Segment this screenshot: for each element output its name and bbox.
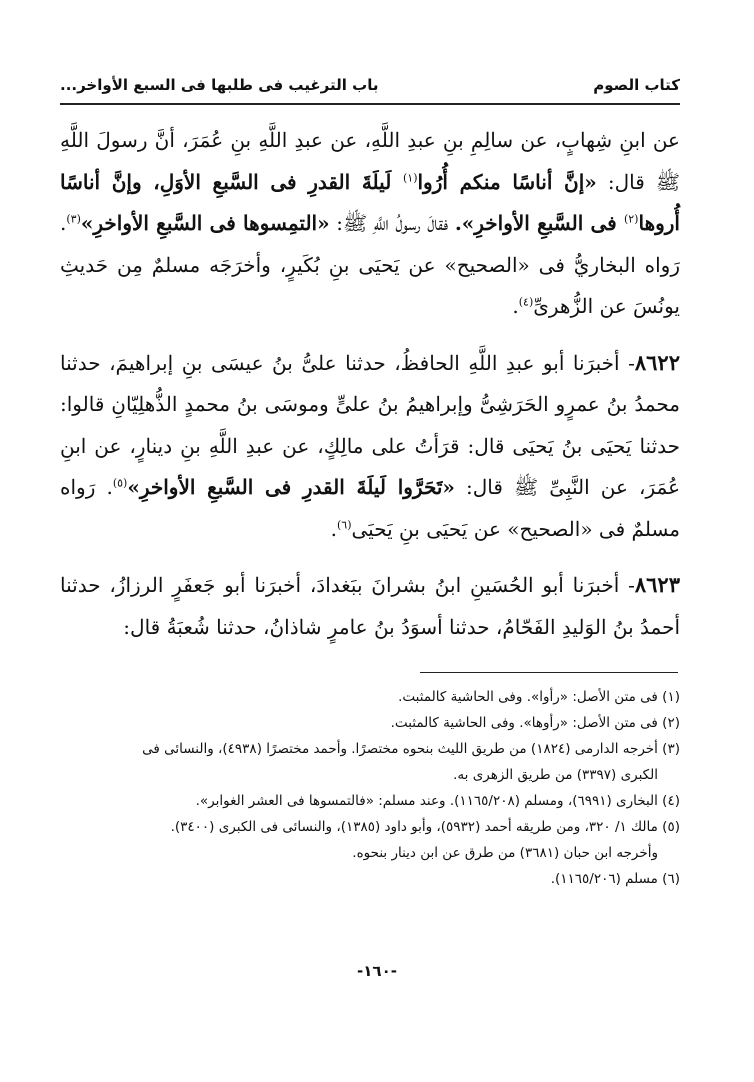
footnote-ref-2: (٢) [623,212,639,226]
hadith-number-8622: ٨٦٢٢ [634,349,680,375]
para2-text-b: . رَواه مسلمٌ فى «الصحيح» عن يَحيَى بنِ يَحيَى [60,475,680,541]
footnote-6: (٦) مسلم (١١٦٥/٢٠٦). [550,871,680,887]
footnote-4: (٤) البخارى (٦٩٩١)، ومسلم (١١٦٥/٢٠٨). وعند مسلم: «فالتمسوها فى العشر الغوابر». [195,793,680,809]
book-title: كتاب الصوم [593,76,680,94]
chapter-title: باب الترغيب فى طلبها فى السبع الأواخر... [60,76,379,94]
footnote-ref-6: (٦) [336,517,352,531]
page-number: -١٦٠- [357,962,397,980]
main-text [60,120,680,662]
para1-text-b: فقالَ رسولُ اللَّهِ ﷺ: [329,211,455,235]
footnote-3-continuation: الكبرى (٣٣٩٧) من طريق الزهرى به. [453,767,658,783]
para1-quote-a: «إنَّ أناسًا منكم أُرُوا [417,169,597,194]
para2-text-c: . [330,516,337,541]
paragraph-1 [60,120,680,328]
footnote-3: (٣) أخرجه الدارمى (١٨٢٤) من طريق الليث بنحوه مختصرًا. وأحمد مختصرًا (٤٩٣٨)، والنسائى فى [142,741,680,757]
footnote-1: (١) فى متن الأصل: «رأوا». وفى الحاشية كالمثبت. [398,689,680,705]
footnote-2: (٢) فى متن الأصل: «رأوها». وفى الحاشية كالمثبت. [390,715,680,731]
para1-text-d: . [512,294,519,318]
footnote-ref-5: (٥) [112,476,128,490]
para1-text-c: . رَواه البخاريُّ فى «الصحيح» عن يَحيَى بنِ بُكَيرٍ، وأخرَجَه مسلمٌ مِن حَديثِ يونُسَ عن الزُّهرىِّ [60,211,680,318]
para1-text-a: عن ابنِ شِهابٍ، عن سالِمِ بنِ عبدِ اللَّهِ، عن عبدِ اللَّهِ بنِ عُمَرَ، أنَّ رسولَ اللَّهِ ﷺ قال: [60,128,680,194]
running-header [60,72,680,102]
footnotes [60,684,680,892]
header-rule [60,103,680,105]
para2-text-a: - أخبرَنا أبو عبدِ اللَّهِ الحافظُ، حدثنا علىُّ بنُ عيسَى بنِ إبراهيمَ، حدثنا محمدُ بنُ عمرٍو الحَرَشِىُّ وإبراهيمُ بنُ علىٍّ وموسَى بنُ محمدٍ الذُّهلِيّانِ قالوا: حدثنا يَحيَى بنُ يَحيَى قال: قرَأتُ على مالِكٍ، عن عبدِ اللَّهِ بنِ دينارٍ، عن ابنِ عُمَرَ، عن النَّبِىِّ ﷺ قال: [60,350,680,499]
footnote-ref-3: (٣) [66,212,81,226]
para2-quote: «تَحَرَّوا لَيلَةَ القدرِ فى السَّبعِ الأواخرِ» [127,475,455,499]
paragraph-2 [60,342,680,551]
para1-quote-d: «التمِسوها فى السَّبعِ الأواخرِ» [80,211,330,235]
footnote-rule [420,672,678,673]
para3-text-a: - أخبرَنا أبو الحُسَينِ ابنُ بشرانَ ببَغدادَ، أخبرَنا أبو جَعفَرٍ الرزازُ، حدثنا أحمدُ بنُ الوَليدِ الفَحّامُ، حدثنا أسوَدُ بنُ عامرٍ شاذانُ، حدثنا شُعبَةُ قال: [60,573,680,639]
footnote-ref-1: (١) [402,170,418,184]
footnote-5-continuation: وأخرجه ابن حبان (٣٦٨١) من طرق عن ابن دينار بنحوه. [352,845,658,861]
hadith-number-8623: ٨٦٢٣ [634,572,680,597]
footnote-5: (٥) مالك ١/ ٣٢٠، ومن طريقه أحمد (٥٩٣٢)، وأبو داود (١٣٨٥)، والنسائى فى الكبرى (٣٤٠٠). [170,819,680,835]
footnote-ref-4: (٤) [518,295,534,309]
paragraph-3 [60,564,680,648]
para1-quote-b: لَيلَةَ القدرِ فى السَّبعِ الأوَلِ، وإنَّ أناسًا أُروها [60,169,680,235]
para1-quote-c: فى السَّبعِ الأواخرِ». [454,211,624,235]
